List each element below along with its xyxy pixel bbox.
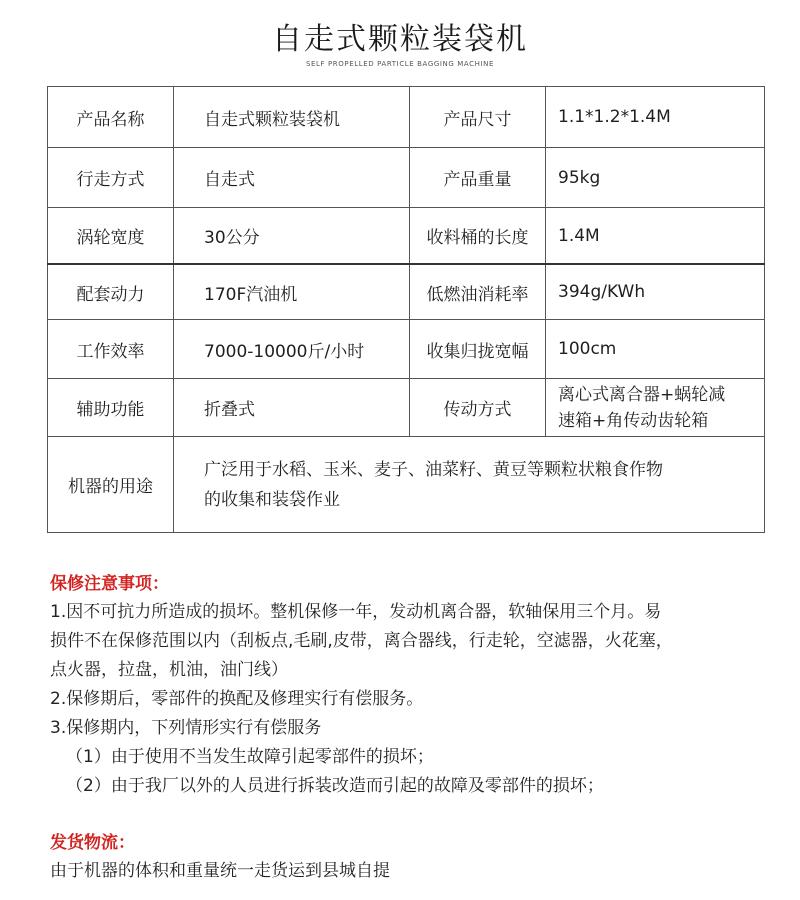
- shipping-section: [50, 829, 790, 886]
- warranty-sub-item: （2）由于我厂以外的人员进行拆装改造而引起的故障及零部件的损坏；: [66, 776, 604, 796]
- spec-label: 产品重量: [410, 148, 546, 208]
- spec-value: 自走式颗粒装袋机: [174, 87, 410, 148]
- table-row: [48, 208, 765, 265]
- usage-description: [174, 437, 765, 533]
- warranty-line: 1.因不可抗力所造成的损坏。整机保修一年，发动机离合器，软轴保用三个月。易: [50, 602, 662, 622]
- spec-value: 自走式: [174, 148, 410, 208]
- spec-value: 1.1*1.2*1.4M: [546, 87, 765, 148]
- table-row: [48, 320, 765, 379]
- spec-value: 100cm: [546, 320, 765, 379]
- spec-table: [47, 86, 765, 533]
- spec-label: 辅助功能: [48, 379, 174, 437]
- warranty-line: 3.保修期内，下列情形实行有偿服务: [50, 718, 322, 738]
- warranty-line: 2.保修期后，零部件的换配及修理实行有偿服务。: [50, 689, 424, 709]
- usage-line: 广泛用于水稻、玉米、麦子、油菜籽、黄豆等颗粒状粮食作物: [204, 459, 663, 480]
- spec-label: 传动方式: [410, 379, 546, 437]
- page-subtitle: SELF PROPELLED PARTICLE BAGGING MACHINE: [305, 60, 495, 68]
- spec-value: 394g/KWh: [546, 264, 765, 320]
- spec-label: 工作效率: [48, 320, 174, 379]
- spec-label: 收集归拢宽幅: [410, 320, 546, 379]
- spec-value: 30公分: [174, 208, 410, 265]
- spec-label: 配套动力: [48, 264, 174, 320]
- spec-label: 行走方式: [48, 148, 174, 208]
- warranty-title: 保修注意事项：: [50, 574, 169, 594]
- table-row: [48, 437, 765, 533]
- table-row: [48, 264, 765, 320]
- warranty-line: 损件不在保修范围以内（刮板点,毛刷,皮带，离合器线，行走轮，空滤器，火花塞，: [50, 631, 673, 651]
- table-row: [48, 148, 765, 208]
- spec-value: 170F汽油机: [174, 264, 410, 320]
- spec-value-multiline: [546, 379, 765, 437]
- warranty-sub-item: （1）由于使用不当发生故障引起零部件的损坏；: [66, 747, 434, 767]
- table-row: [48, 87, 765, 148]
- spec-value: 折叠式: [174, 379, 410, 437]
- spec-value: 95kg: [546, 148, 765, 208]
- shipping-title: 发货物流：: [50, 833, 135, 853]
- spec-label: 机器的用途: [48, 437, 174, 533]
- spec-value-line: 速箱+角传动齿轮箱: [558, 410, 709, 431]
- warranty-section: [50, 570, 790, 801]
- shipping-text: 由于机器的体积和重量统一走货运到县城自提: [50, 861, 390, 881]
- table-row: [48, 379, 765, 437]
- spec-label: 低燃油消耗率: [410, 264, 546, 320]
- spec-label: 产品名称: [48, 87, 174, 148]
- spec-value-line: 离心式离合器+蜗轮减: [558, 384, 726, 405]
- spec-value: 1.4M: [546, 208, 765, 265]
- spec-label: 产品尺寸: [410, 87, 546, 148]
- spec-label: 收料桶的长度: [410, 208, 546, 265]
- page-title: 自走式颗粒装袋机: [272, 22, 528, 57]
- spec-label: 涡轮宽度: [48, 208, 174, 265]
- usage-line: 的收集和装袋作业: [204, 489, 340, 510]
- spec-value: 7000-10000斤/小时: [174, 320, 410, 379]
- warranty-line: 点火器，拉盘，机油，油门线）: [50, 660, 288, 680]
